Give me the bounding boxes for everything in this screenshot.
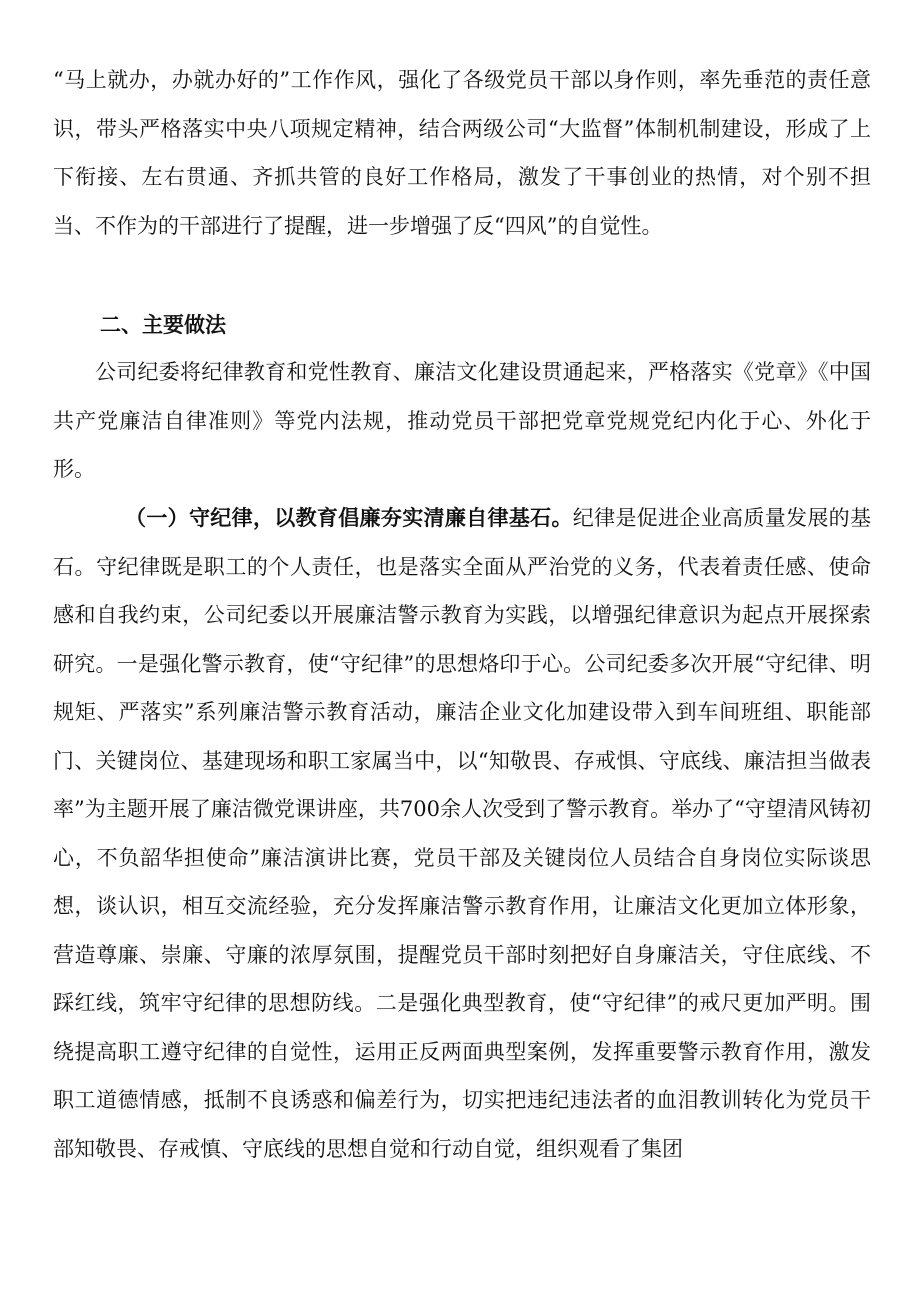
- subsection-title: （一）守纪律，以教育倡廉夯实清廉自律基石。: [125, 505, 573, 530]
- subsection-body: 纪律是促进企业高质量发展的基石。守纪律既是职工的个人责任，也是落实全面从严治党的义务，代表着责任感、使命感和自我约束，公司纪委以开展廉洁警示教育为实践，以增强纪律意识为起点开展探索研究。一是强化警示教育，使“守纪律”的思想烙印于心。公司纪委多次开展“守纪律、明规矩、严落实”系列廉洁警示教育活动，廉洁企业文化加建设带入到车间班组、职能部门、关键岗位、基建现场和职工家属当中，以“知敬畏、存戒惧、守底线、廉洁担当做表率”为主题开展了廉洁微党课讲座，共700余人次受到了警示教育。举办了“守望清风铸初心，不负韶华担使命”廉洁演讲比赛，党员干部及关键岗位人员结合自身岗位实际谈思想，谈认识，相互交流经验，充分发挥廉洁警示教育作用，让廉洁文化更加立体形象，营造尊廉、崇廉、守廉的浓厚氛围，提醒党员干部时刻把好自身廉洁关，守住底线、不踩红线，筑牢守纪律的思想防线。二是强化典型教育，使“守纪律”的戒尺更加严明。围绕提高职工遵守纪律的自觉性，运用正反两面典型案例，发挥重要警示教育作用，激发职工道德情感，抵制不良诱惑和偏差行为，切实把违纪违法者的血泪教训转化为党员干部知敬畏、存戒慎、守底线的思想自觉和行动自觉，组织观看了集团: [53, 506, 872, 1161]
- lead-paragraph: 公司纪委将纪律教育和党性教育、廉洁文化建设贯通起来，严格落实《党章》《中国共产党廉洁自律准则》等党内法规，推动党员干部把党章党规党纪内化于心、外化于形。: [53, 360, 871, 481]
- subsection-paragraph: [53, 494, 871, 1173]
- section-heading: 二、主要做法: [100, 313, 226, 337]
- intro-paragraph: “马上就办，办就办好的”工作作风，强化了各级党员干部以身作则，率先垂范的责任意识，带头严格落实中央八项规定精神，结合两级公司“大监督”体制机制建设，形成了上下衔接、左右贯通、齐抓共管的良好工作格局，激发了干事创业的热情，对个别不担当、不作为的干部进行了提醒，进一步增强了反“四风”的自觉性。: [53, 68, 871, 238]
